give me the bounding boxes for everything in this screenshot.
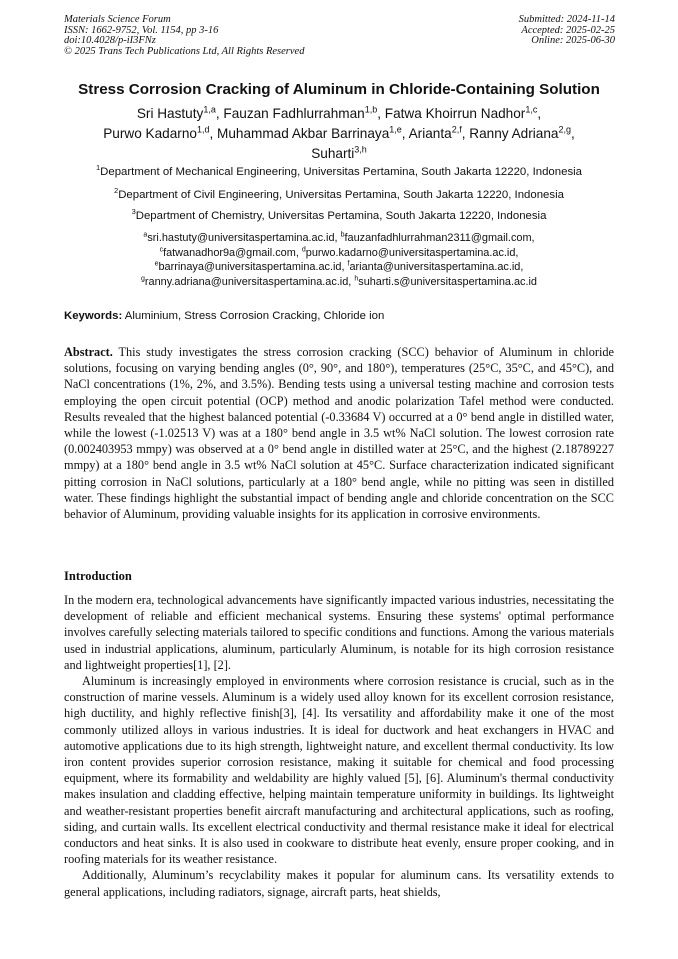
- copyright: © 2025 Trans Tech Publications Ltd, All Rights Reserved: [64, 45, 305, 57]
- author-separator: ,: [570, 126, 575, 141]
- author-affiliation-mark: 1,e: [389, 124, 402, 135]
- affiliation-text: Department of Chemistry, Universitas Pertamina, South Jakarta 12220, Indonesia: [135, 210, 547, 222]
- journal-info: [64, 15, 304, 57]
- email-link[interactable]: barrinaya@universitaspertamina.ac.id: [158, 261, 342, 273]
- affiliation-text: Department of Mechanical Engineering, Universitas Pertamina, South Jakarta 12220, Indonesia: [100, 166, 583, 178]
- abstract-text: This study investigates the stress corrosion cracking (SCC) behavior of Aluminum in chloride solutions, focusing on varying bending angles (0°, 90°, and 180°), temperatures (25°C, 35°C, and 45°C), and NaCl concentrations (1%, 2%, and 3.5%). Bending tests using a universal testing machine and corrosion tests employing the open circuit potential (OCP) method and anodic polarization Tafel method were conducted. Results revealed that the highest balanced potential (-0.33684 V) occurred at a 0° bend angle in distilled water, while the lowest (-1.02513 V) was at a 180° bend angle in 3.5 wt% NaCl solution. The lowest corrosion rate (0.002403953 mmpy) was observed at a 0° bend angle in distilled water at 25°C, and the highest (2.18789227 mmpy) at a 180° bend angle in 3.5 wt% NaCl solution at 45°C. Surface characterization indicated significant pitting corrosion in NaCl solutions, particularly at a 180° bend angle, while no pitting was seen in distilled water. These findings highlight the substantial impact of bending angle and chloride concentration on the SCC behavior of Aluminum, providing valuable insights for its application in corrosive environments.: [64, 345, 614, 522]
- author-separator: ,: [461, 126, 470, 141]
- affiliation-3: [40, 207, 638, 222]
- issn-volume: ISSN: 1662-9752, Vol. 1154, pp 3-16: [64, 24, 219, 36]
- paragraph: In the modern era, technological advancements have significantly impacted various industries, necessitating the development of reliable and efficient mechanical systems. Ensuring these systems' optimal performance involves carefully selecting materials tailored to specific conditions and functions. Among the various materials used in industrial applications, aluminum, particularly Aluminum, is notable for its high corrosion resistance and lightweight properties[1], [2].: [64, 593, 614, 672]
- paper-title: Stress Corrosion Cracking of Aluminum in Chloride-Containing Solution: [78, 81, 600, 98]
- author-name: Ranny Adriana: [469, 126, 559, 141]
- author-affiliation-mark: 2,g: [558, 124, 571, 135]
- author-name: Arianta: [408, 126, 452, 141]
- affiliation-1: [40, 163, 638, 178]
- author-name: Purwo Kadarno: [103, 126, 197, 141]
- email-link[interactable]: purwo.kadarno@universitaspertamina.ac.id: [305, 246, 516, 259]
- affiliation-text: Department of Civil Engineering, Universitas Pertamina, South Jakarta 12220, Indonesia: [118, 189, 564, 201]
- author-name: Suharti: [311, 146, 355, 161]
- affiliation-mark: 1: [95, 163, 101, 173]
- author-emails: $^a$sri.hastuty@universitaspertamina.ac.id, $^b$fauzanfadhlurrahman2311@gmail.com, $^c$fatwanadhor9a@gmail.com, $^d$purwo.kadarno@universitaspertamina.ac.id, $^e$barrinaya@universitaspertamina.ac.id, $^f$arianta@universitaspertamina.ac.id, $^g$ranny.adriana@universitaspertamina.ac.id, $^h$suharti.s@universitaspertamina.ac.id: [141, 231, 537, 288]
- journal-name: Materials Science Forum: [64, 14, 171, 25]
- author-separator: ,: [537, 106, 542, 121]
- author-separator: ,: [377, 106, 385, 121]
- online-date: Online: 2025-06-30: [531, 35, 615, 47]
- author-separator: ,: [401, 126, 409, 141]
- author-separator: ,: [215, 106, 224, 121]
- email-link[interactable]: sri.hastuty@universitaspertamina.ac.id: [147, 232, 335, 244]
- publication-dates: [519, 15, 615, 47]
- author-affiliation-mark: 1,d: [196, 124, 210, 135]
- author-affiliation-mark: 1,a: [203, 104, 216, 115]
- submitted-date: Submitted: 2024-11-14: [518, 14, 615, 25]
- email-link[interactable]: suharti.s@universitaspertamina.ac.id: [358, 275, 537, 288]
- author-affiliation-mark: 2,f: [451, 124, 462, 135]
- author-name: Sri Hastuty: [136, 106, 204, 121]
- email-link[interactable]: fatwanadhor9a@gmail.com: [163, 246, 296, 259]
- author-affiliation-mark: 1,b: [364, 104, 378, 115]
- author-separator: ,: [209, 126, 218, 141]
- author-name: Fauzan Fadhlurrahman: [223, 106, 365, 121]
- email-link[interactable]: arianta@universitaspertamina.ac.id: [349, 261, 521, 273]
- keywords: [64, 310, 384, 322]
- accepted-date: Accepted: 2025-02-25: [521, 24, 615, 36]
- author-name: Muhammad Akbar Barrinaya: [217, 126, 390, 141]
- author-affiliation-mark: 3,h: [354, 144, 367, 155]
- doi[interactable]: doi:10.4028/p-iI3FNz: [64, 35, 156, 47]
- email-link[interactable]: ranny.adriana@universitaspertamina.ac.id: [144, 275, 349, 288]
- paragraph: Additionally, Aluminum’s recyclability makes it popular for aluminum cans. Its versatility extends to general applications, including radiators, signage, aircraft parts, heat shields,: [64, 868, 614, 899]
- paragraph: Aluminum is increasingly employed in environments where corrosion resistance is crucial, such as in the construction of marine vessels. Aluminum is a widely used alloy known for its excellent corrosion resistance, high ductility, and highly reflective finish[3], [4]. Its versatility and affordability make it one of the most commonly utilized alloys in various industries. It is ideal for ductwork and heat exchangers in HVAC and automotive applications due to its high strength, lightweight nature, and excellent thermal conductivity. Its low iron content provides superior corrosion resistance, making it suitable for chemical and food processing equipment, where its formability and weldability are highly valued [5], [6]. Aluminum's thermal conductivity makes insulation and cladding effective, helping maintain temperature uniformity in buildings. Its lightweight and weather-resistant properties benefit aircraft manufacturing and architectural applications, such as roofing, siding, and curtain walls. Its excellent electrical conductivity and thermal resistance make it ideal for electrical conductors and heat sinks. It is also used in cookware to distribute heat evenly, ensure proper cooking, and in roofing materials for its weather resistance.: [64, 674, 614, 867]
- affiliation-mark: 3: [131, 207, 136, 217]
- introduction-heading: Introduction: [64, 569, 132, 583]
- affiliation-mark: 2: [114, 186, 119, 196]
- author-name: Fatwa Khoirrun Nadhor: [384, 106, 526, 121]
- email-link[interactable]: fauzanfadhlurrahman2311@gmail.com: [344, 232, 532, 244]
- author-list: [58, 104, 620, 164]
- author-affiliation-mark: 1,c: [525, 104, 538, 115]
- abstract: [64, 344, 614, 522]
- affiliation-2: [40, 186, 638, 201]
- keywords-text: Aluminium, Stress Corrosion Cracking, Chloride ion: [124, 310, 385, 322]
- abstract-label: Abstract.: [64, 345, 113, 359]
- keywords-label: Keywords:: [64, 310, 123, 322]
- introduction-body: [64, 592, 614, 900]
